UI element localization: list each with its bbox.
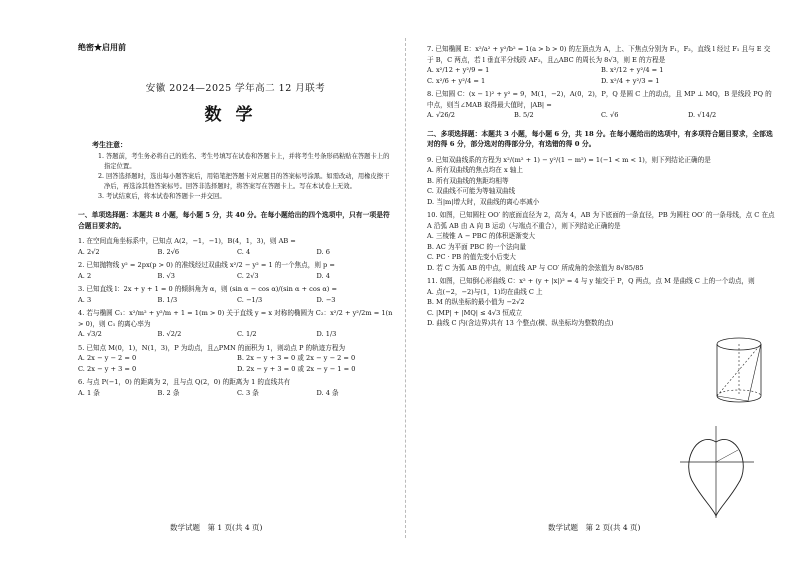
answer-option: A. x²/12 + y²/9 = 1 [427, 66, 490, 74]
exam-title: 安徽 2024—2025 学年高二 12 月联考 [145, 83, 326, 94]
question-item [78, 260, 396, 281]
answer-option: A. √3/2 [78, 330, 102, 338]
question-item [427, 155, 775, 208]
question-stem: 11. 如图，已知倒心形曲线 C：x² + (y + |x|)² = 4 与 y 轴交于 P，Q 两点，点 M 是曲线 C 上的一个动点，则 [427, 277, 755, 285]
question-item [78, 308, 396, 340]
answer-option: D. 4 [316, 271, 330, 280]
answer-options [427, 65, 775, 86]
question-item [427, 89, 775, 121]
question-stem: 9. 已知双曲线系的方程为 x²/(m² + 1) − y²/(1 − m²) = 1(−1 < m < 1)，则下列结论正确的是 [427, 155, 711, 164]
answer-option: B. 所有双曲线的焦距均相等 [427, 176, 509, 185]
answer-option: C. −1/3 [237, 295, 263, 304]
answer-options [78, 271, 396, 282]
subject-title: 数学 [204, 105, 267, 125]
question-item [78, 343, 396, 375]
answer-options [78, 295, 396, 306]
answer-options [427, 287, 775, 329]
answer-option: A. 2x − y − 2 = 0 [78, 354, 137, 362]
secret-label: 绝密★启用前 [78, 42, 126, 52]
answer-option: C. 1/2 [237, 330, 257, 338]
answer-option: B. x²/12 + y²/4 = 1 [601, 66, 664, 74]
answer-option: C. √6 [601, 111, 619, 119]
question-stem: 8. 已知圆 C：(x − 1)² + y² = 9，M(1，−2)，A(0，2)，P，Q 是圆 C 上的动点，且 MP ⊥ MQ，B 是线段 PQ 的中点，则当∠MAB 取得最大值时，|AB| = [427, 90, 772, 109]
answer-option: A. 1 条 [78, 388, 100, 397]
answer-option: B. M 的纵坐标的最小值为 −2√2 [427, 298, 525, 306]
answer-option: C. 2√3 [237, 271, 259, 280]
note-item: 3. 考试结束后，将本试卷和答题卡一并交回。 [98, 193, 226, 200]
cylinder-figure [708, 334, 770, 406]
question-stem: 10. 如图，已知圆柱 OO′ 的底面直径为 2，高为 4，AB 为下底面的一条直径，PB 为圆柱 OO′ 的一条母线，点 C 在点 A 沿弧 AB 由 A 向 B 运动（与端点不重合），则下列结论正确的是 [427, 211, 775, 230]
answer-option: D. 6 [316, 247, 330, 256]
question-item [78, 377, 396, 398]
answer-option: A. 点(−2，−2)与(1，1)均在曲线 C 上 [427, 287, 543, 296]
page-divider [405, 38, 406, 538]
answer-option: D. 当|m|增大时，双曲线的离心率减小 [427, 197, 540, 206]
answer-option: D. 4 条 [316, 388, 339, 397]
answer-option: B. 1/3 [157, 295, 178, 304]
answer-option: A. 三棱锥 A − PBC 的体积逐渐变大 [427, 232, 536, 240]
answer-option: C. |MP| + |MQ| ≤ 4√3 恒成立 [427, 308, 523, 317]
question-stem: 7. 已知椭圆 E：x²/a² + y²/b² = 1(a > b > 0) 的左顶点为 A，上、下焦点分别为 F₁，F₂，直线 l 经过 F₁ 且与 E 交于 B，C 两点，若 l 垂直平分线段 AF₂，且△ABC 的周长为 8√3，则 E 的方程是 [427, 45, 771, 64]
question-stem: 5. 已知点 M(0，1)，N(1，3)，P 为动点，且△PMN 的面积为 1，则动点 P 的轨迹方程为 [78, 343, 346, 352]
section1-title: 一、单项选择题：本题共 8 小题，每小题 5 分，共 40 分。在每小题给出的四个选项中，只有一项是符合题目要求的。 [78, 211, 390, 230]
answer-option: B. 5/2 [514, 111, 534, 119]
question-item [78, 236, 396, 257]
answer-option: A. √26/2 [427, 111, 455, 119]
answer-option: C. 4 [237, 247, 251, 256]
answer-option: D. 曲线 C 内(含边界)共有 13 个整点(横、纵坐标均为整数的点) [427, 319, 614, 327]
note-item: 1. 答题前，考生务必将自己的姓名、考生号填写在试卷和答题卡上，并将考生号条形码粘贴在答题卡上的指定位置。 [98, 153, 390, 170]
answer-option: D. 1/3 [316, 330, 337, 338]
footer-right: 数学试题 第 2 页(共 4 页) [548, 523, 641, 532]
left-questions [78, 210, 396, 401]
answer-options [427, 231, 775, 273]
answer-option: B. AC 为平面 PBC 的一个法向量 [427, 242, 526, 251]
answer-option: D. √14/2 [688, 111, 717, 119]
answer-option: D. −3 [316, 295, 336, 304]
answer-options [78, 353, 396, 374]
answer-option: D. 若 C 为弧 AB 的中点，则直线 AP 与 CO′ 所成角的余弦值为 8√85/85 [427, 263, 644, 272]
question-stem: 6. 与点 P(−1，0) 的距离为 2，且与点 Q(2，0) 的距离为 1 的直线共有 [78, 378, 291, 386]
answer-option: A. 2 [78, 271, 92, 280]
answer-option: C. 3 条 [237, 388, 259, 397]
exam-notes [92, 140, 392, 202]
answer-option: C. PC · PB 的值先变小后变大 [427, 253, 516, 261]
answer-option: A. 2√2 [78, 247, 100, 256]
answer-option: B. √3 [157, 271, 175, 280]
answer-options [427, 110, 775, 121]
answer-options [78, 329, 396, 340]
answer-option: A. 3 [78, 295, 92, 304]
notes-heading: 考生注意： [92, 140, 127, 149]
question-stem: 3. 已知直线 l：2x + y + 1 = 0 的倾斜角为 α，则 (sin α − cos α)/(sin α + cos α) = [78, 285, 337, 293]
question-item [427, 44, 775, 86]
note-item: 2. 回答选择题时，选出每小题答案后，用铅笔把答题卡对应题目的答案标号涂黑。如需改动，用橡皮擦干净后，再选涂其他答案标号。回答非选择题时，将答案写在答题卡上。写在本试卷上无效。 [98, 173, 390, 190]
answer-options [78, 388, 396, 399]
footer-left: 数学试题 第 1 页(共 4 页) [170, 523, 263, 532]
answer-options [78, 247, 396, 258]
question-list [427, 44, 775, 121]
answer-option: C. 双曲线不可能为等轴双曲线 [427, 187, 516, 195]
question-item [427, 276, 775, 329]
answer-option: A. 所有双曲线的焦点均在 x 轴上 [427, 166, 523, 174]
answer-option: D. 2x − y + 3 = 0 或 2x − y − 1 = 0 [237, 364, 356, 373]
answer-option: B. 2√6 [157, 247, 180, 256]
question-item [78, 284, 396, 305]
question-stem: 2. 已知抛物线 y² = 2px(p > 0) 的准线经过双曲线 x²/2 − y² = 1 的一个焦点，则 p = [78, 261, 335, 269]
answer-option: B. 2 条 [157, 388, 180, 397]
question-list [427, 155, 775, 329]
answer-options [427, 165, 775, 207]
answer-option: B. 2x − y + 3 = 0 或 2x − y − 2 = 0 [237, 354, 356, 362]
answer-option: B. √2/2 [157, 330, 182, 338]
answer-option: D. x²/4 + y²/3 = 1 [601, 76, 660, 85]
question-item [427, 210, 775, 273]
question-stem: 4. 若与椭圆 C₁：x²/m² + y²/m + 1 = 1(m > 0) 关于直线 y = x 对称的椭圆为 C₂：x²/2 + y²/2m = 1(n > 0)，则 C₁ 的离心率为 [78, 309, 393, 328]
right-questions [427, 44, 775, 332]
answer-option: C. 2x − y + 3 = 0 [78, 364, 137, 373]
answer-option: C. x²/6 + y²/4 = 1 [427, 76, 486, 85]
question-list [78, 236, 396, 398]
section2-title: 二、多项选择题：本题共 3 小题，每小题 6 分，共 18 分。在每小题给出的选项中，有多项符合题目要求，全部选对的得 6 分，部分选对的得部分分，有选错的得 0 分。 [427, 129, 773, 148]
heart-curve-figure [676, 424, 756, 520]
question-stem: 1. 在空间直角坐标系中，已知点 A(2，−1，−1)，B(4，1，3)，则 AB = [78, 237, 296, 245]
